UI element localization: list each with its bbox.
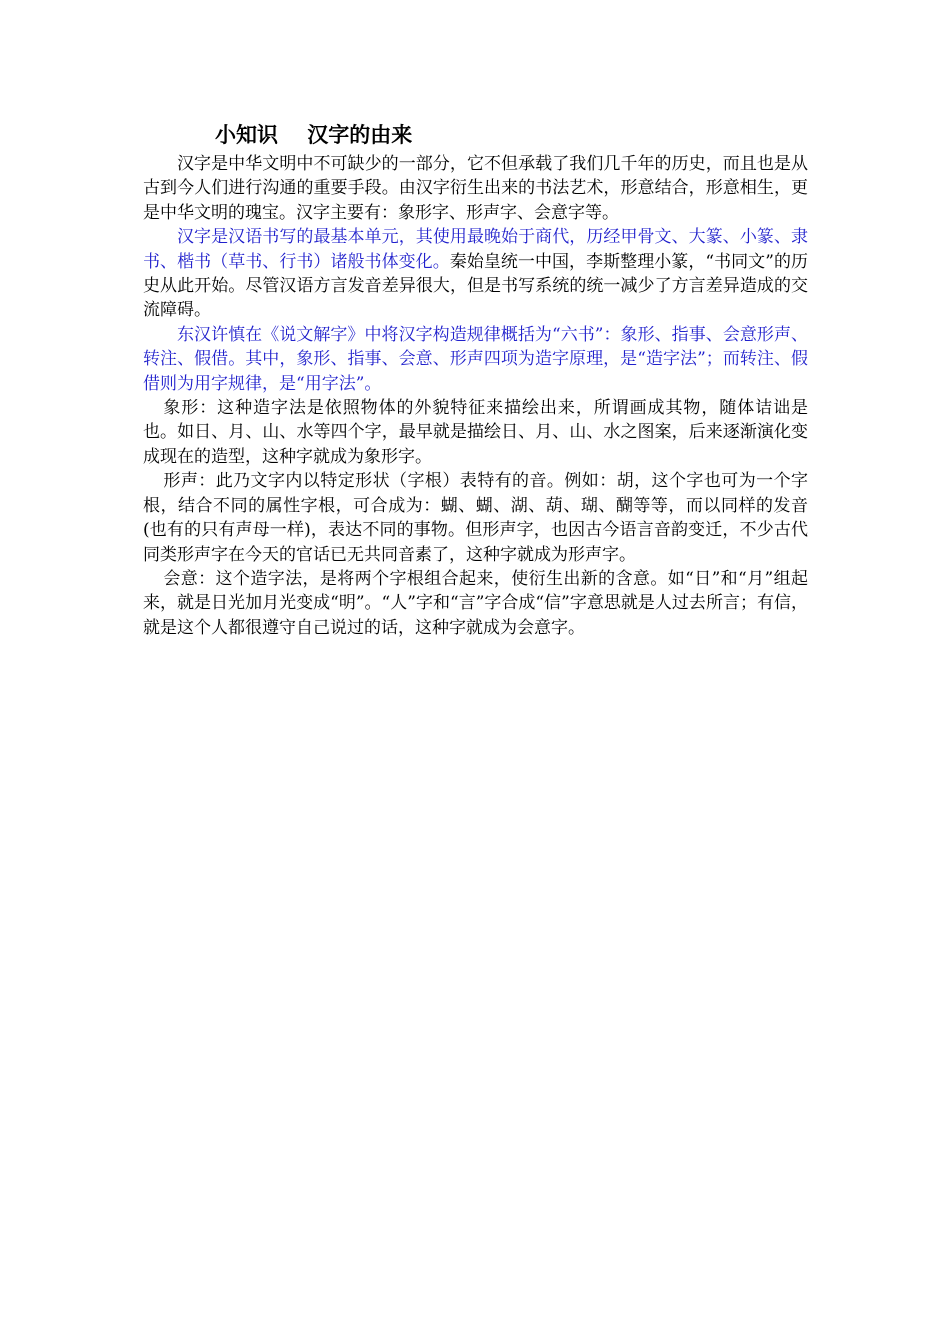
- document-body: [143, 120, 808, 640]
- paragraph-intro: 汉字是中华文明中不可缺少的一部分，它不但承载了我们几千年的历史，而且也是从古到今人们进行沟通的重要手段。由汉字衍生出来的书法艺术，形意结合，形意相生，更是中华文明的瑰宝。汉字主要有：象形字、形声字、会意字等。: [143, 154, 808, 223]
- paragraph-history: [143, 225, 808, 323]
- paragraph-six-scripts: 东汉许慎在《说文解字》中将汉字构造规律概括为“六书”：象形、指事、会意形声、转注、假借。其中，象形、指事、会意、形声四项为造字原理，是“造字法”；而转注、假借则为用字规律，是“用字法”。: [143, 324, 808, 394]
- paragraph-pictograph: 象形：这种造字法是依照物体的外貌特征来描绘出来，所谓画成其物，随体诘诎是也。如日、月、山、水等四个字，最早就是描绘日、月、山、水之图案，后来逐渐演化变成现在的造型，这种字就成为象形字。: [143, 398, 808, 467]
- document-title: 小知识 汉字的由来: [215, 122, 413, 147]
- paragraph-history-text: 秦始皇统一中国，李斯整理小篆，“书同文”的历史从此开始。尽管汉语方言发音差异很大，但是书写系统的统一减少了方言差异造成的交流障碍。: [143, 251, 808, 321]
- paragraph-history-highlight: 汉字是汉语书写的最基本单元，其使用最晚始于商代，历经甲骨文、大篆、小篆、隶书、楷书（草书、行书）诸般书体变化。: [143, 227, 808, 272]
- paragraph-ideograph: 会意：这个造字法，是将两个字根组合起来，使衍生出新的含意。如“日”和“月”组起来，就是日光加月光变成“明”。“人”字和“言”字合成“信”字意思就是人过去所言；有信，就是这个人都很遵守自己说过的话，这种字就成为会意字。: [143, 568, 808, 638]
- paragraph-phono-semantic: 形声：此乃文字内以特定形状（字根）表特有的音。例如：胡，这个字也可为一个字根，结合不同的属性字根，可合成为：蝴、蝴、湖、葫、瑚、醐等等，而以同样的发音(也有的只有声母一样)，表达不同的事物。但形声字，也因古今语言音韵变迁，不少古代同类形声字在今天的官话已无共同音素了，这种字就成为形声字。: [143, 471, 808, 565]
